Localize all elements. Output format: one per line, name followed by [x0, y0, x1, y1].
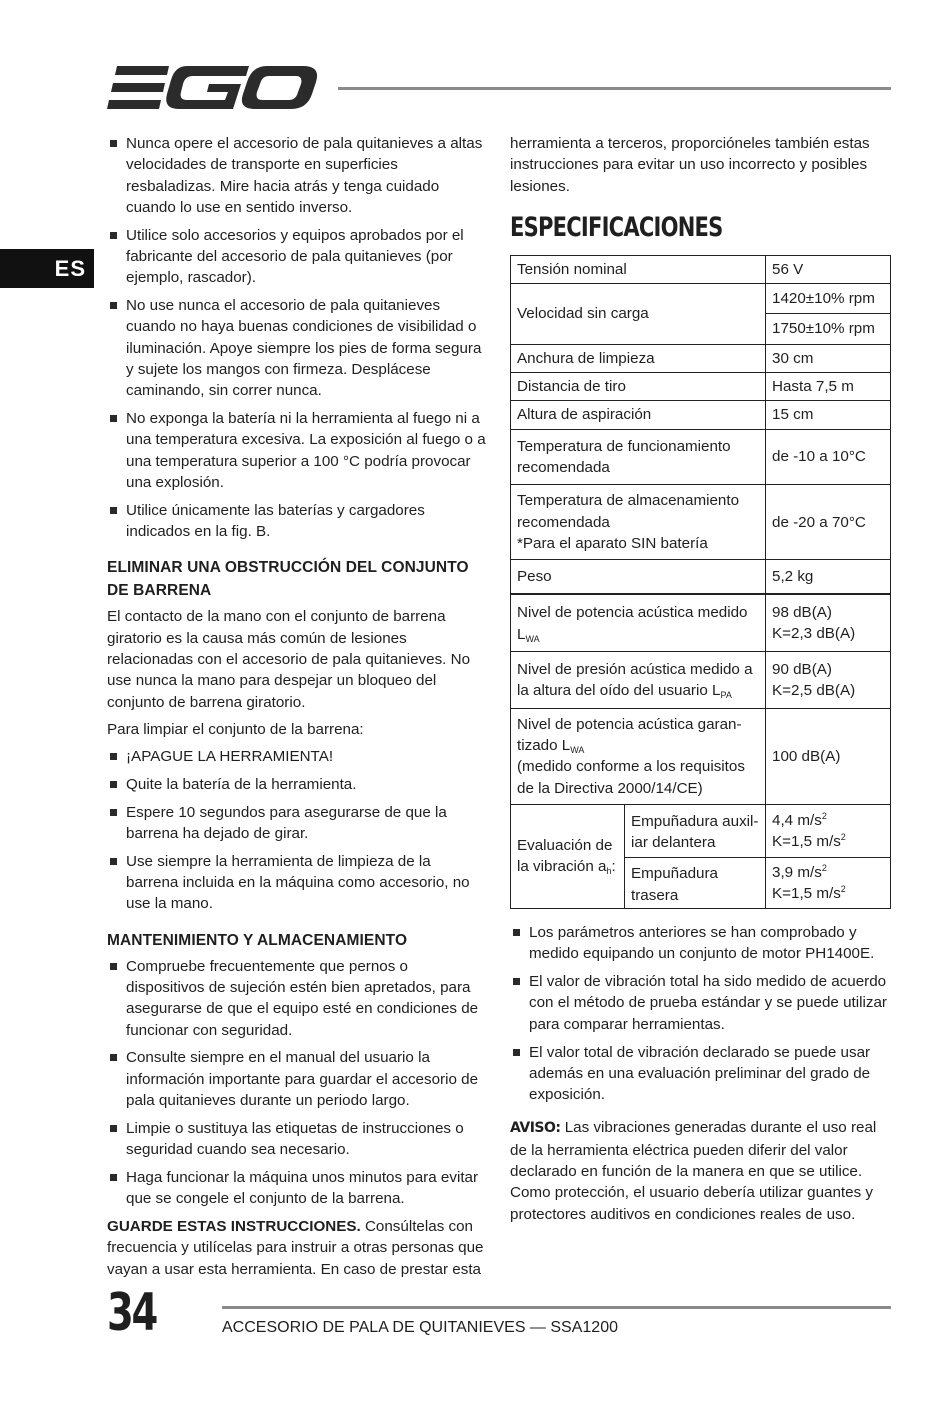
warning-paragraph	[510, 1117, 891, 1224]
warning-text: Las vibraciones generadas durante el uso real de la herramienta eléctrica pueden diferir del valor declarado en función de la manera en que se utilice. Como protección, el usuario debería utilizar guantes y protectores auditivos en condiciones reales de uso.	[510, 1119, 877, 1223]
list-item: Los parámetros anteriores se han comprobado y medido equipando un conjunto de motor PH1400E.	[510, 922, 891, 965]
list-item: El valor total de vibración declarado se puede usar además en una evaluación preliminar del grado de exposición.	[510, 1042, 891, 1106]
language-tab: ES	[0, 249, 94, 288]
section-heading-obstruction: ELIMINAR UNA OBSTRUCCIÓN DEL CONJUNTO DE BARRENA	[107, 559, 469, 600]
list-item: Utilice únicamente las baterías y cargadores indicados en la fig. B.	[107, 500, 487, 543]
list-item: Compruebe frecuentemente que pernos o dispositivos de sujeción estén bien apretados, para asegurarse de que el equipo esté en condiciones de funcionar con seguridad.	[107, 956, 487, 1041]
table-row: Anchura de limpieza 30 cm	[511, 344, 891, 372]
footer-rule	[222, 1306, 891, 1309]
save-instructions-text: Consúltelas con frecuencia y utilícelas para instruir a otras personas que vayan a usar esta herramienta. En caso de prestar esta	[107, 1217, 484, 1278]
table-row: Nivel de potencia acústica garan-tizado $L_{WA}$ (medido conforme a los requisitos de la Directiva 2000/14/CE) 100 dB(A)	[511, 708, 891, 804]
section-heading-maintenance: MANTENIMIENTO Y ALMACENAMIENTO	[107, 931, 408, 949]
safety-bullet-list	[107, 133, 487, 542]
page-number: 34	[107, 1283, 157, 1343]
header-rule	[338, 87, 891, 90]
left-column	[107, 133, 487, 1286]
table-row: Temperatura de almacenamiento recomendada *Para el aparato SIN batería de -20 a 70°C	[511, 485, 891, 560]
specifications-table	[510, 255, 891, 909]
list-item: Limpie o sustituya las etiquetas de instrucciones o seguridad cuando sea necesario.	[107, 1118, 487, 1161]
table-row: Nivel de potencia acústica medido $L_{WA}$ 98 dB(A) K=2,3 dB(A)	[511, 594, 891, 651]
save-instructions-paragraph	[107, 1216, 487, 1280]
list-item: Haga funcionar la máquina unos minutos para evitar que se congele el conjunto de la barrena.	[107, 1167, 487, 1210]
right-column	[510, 133, 891, 1231]
list-item: El valor de vibración total ha sido medido de acuerdo con el método de prueba estándar y se puede utilizar para comparar herramientas.	[510, 971, 891, 1035]
list-item: Espere 10 segundos para asegurarse de que la barrena ha dejado de girar.	[107, 802, 487, 845]
table-row: Velocidad sin carga 1420±10% rpm	[511, 284, 891, 314]
table-row: Temperatura de funcionamiento recomendada de -10 a 10°C	[511, 429, 891, 485]
maintenance-list	[107, 956, 487, 1210]
list-item: ¡APAGUE LA HERRAMIENTA!	[107, 746, 487, 767]
ego-logo	[107, 64, 319, 112]
table-row: 1750±10% rpm	[511, 314, 891, 344]
list-item: Use siempre la herramienta de limpieza de la barrena incluida en la máquina como accesorio, no use la mano.	[107, 851, 487, 915]
table-row: Empuñadura trasera 3,9 $m/s^2$ K=1,5 $m/s^2$	[511, 858, 891, 909]
warning-label: AVISO:	[510, 1120, 561, 1137]
paragraph: Para limpiar el conjunto de la barrena:	[107, 720, 364, 738]
table-row: Tensión nominal 56 V	[511, 255, 891, 283]
list-item: Utilice solo accesorios y equipos aprobados por el fabricante del accesorio de pala quitanieves (por ejemplo, rascador).	[107, 225, 487, 289]
table-row: Evaluación de la vibración $a_h$: Empuñadura auxil-iar delantera 4,4 $m/s^2$ K=1,5 $m/s^2$	[511, 804, 891, 858]
paragraph: El contacto de la mano con el conjunto de barrena giratorio es la causa más común de lesiones relacionadas con el accesorio de pala quitanieves. No use nunca la mano para despejar un bloqueo del conjunto de barrena giratorio.	[107, 608, 471, 711]
list-item: Quite la batería de la herramienta.	[107, 774, 487, 795]
spec-notes-list	[510, 922, 891, 1105]
specifications-heading: ESPECIFICACIONES	[510, 211, 723, 243]
footer-title: ACCESORIO DE PALA DE QUITANIEVES — SSA1200	[222, 1319, 618, 1336]
list-item: Nunca opere el accesorio de pala quitanieves a altas velocidades de transporte en superficies resbaladizas. Mire hacia atrás y tenga cuidado cuando lo use en sentido inverso.	[107, 133, 487, 218]
cleaning-steps-list	[107, 746, 487, 915]
list-item: No use nunca el accesorio de pala quitanieves cuando no haya buenas condiciones de visibilidad o iluminación. Apoye siempre los pies de forma segura y sujete los mangos con firmeza. Desplácese caminando, sin correr nunca.	[107, 295, 487, 401]
table-row: Altura de aspiración 15 cm	[511, 401, 891, 429]
list-item: No exponga la batería ni la herramienta al fuego ni a una temperatura excesiva. La exposición al fuego o a una temperatura superior a 100 °C podría provocar una explosión.	[107, 408, 487, 493]
table-row: Distancia de tiro Hasta 7,5 m	[511, 373, 891, 401]
list-item: Consulte siempre en el manual del usuario la información importante para guardar el accesorio de pala quitanieves durante un periodo largo.	[107, 1047, 487, 1111]
table-row: Peso 5,2 kg	[511, 560, 891, 595]
save-instructions-label: GUARDE ESTAS INSTRUCCIONES.	[107, 1217, 361, 1235]
paragraph-continued: herramienta a terceros, proporcióneles también estas instrucciones para evitar un uso incorrecto y posibles lesiones.	[510, 135, 870, 195]
table-row: Nivel de presión acústica medido a la altura del oído del usuario $L_{PA}$ 90 dB(A) K=2,5 dB(A)	[511, 652, 891, 709]
